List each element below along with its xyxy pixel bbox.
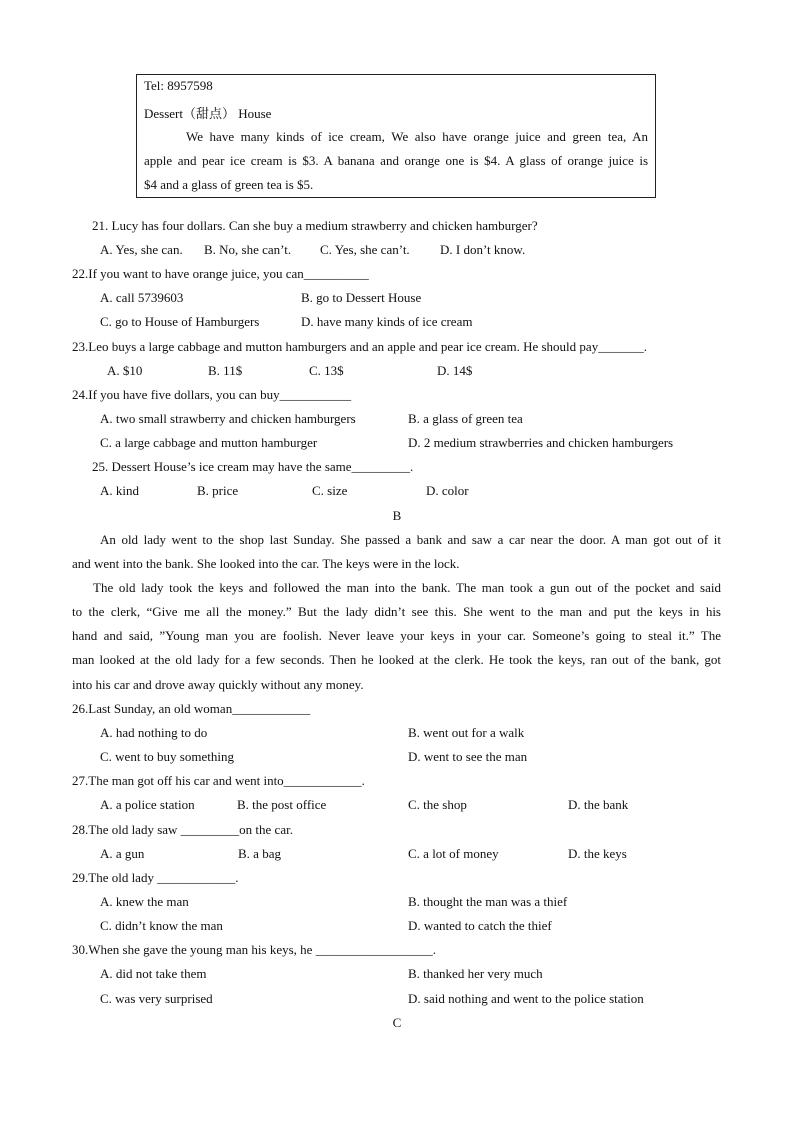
- q29-option-c: C. didn’t know the man: [100, 918, 223, 933]
- q27-option-b: B. the post office: [237, 797, 327, 812]
- ad-line-3: $4 and a glass of green tea is $5.: [144, 177, 314, 192]
- q22-option-a: A. call 5739603: [100, 290, 184, 305]
- q24-option-a: A. two small strawberry and chicken hamburgers: [100, 411, 356, 426]
- q22-option-d: D. have many kinds of ice cream: [301, 314, 473, 329]
- q26-option-b: B. went out for a walk: [408, 725, 525, 740]
- section-c-heading: C: [392, 1015, 402, 1030]
- passage-b-p2-line-3: hand and said, ”Young man you are foolish. Never leave your keys in your car. Someone’s going to steal it.” The: [72, 628, 721, 643]
- q25-option-b: B. price: [197, 483, 239, 498]
- q22-option-c: C. go to House of Hamburgers: [100, 314, 260, 329]
- q21-option-c: C. Yes, she can’t.: [320, 242, 410, 257]
- ad-title: Dessert（甜点） House: [144, 106, 272, 121]
- question-21-stem: 21. Lucy has four dollars. Can she buy a medium strawberry and chicken hamburger?: [92, 218, 538, 233]
- q24-option-b: B. a glass of green tea: [408, 411, 523, 426]
- q28-option-c: C. a lot of money: [408, 846, 499, 861]
- passage-b-p2-line-4: man looked at the old lady for a few seconds. Then he looked at the clerk. He took the keys, ran out of the bank, got: [72, 652, 721, 667]
- q22-option-b: B. go to Dessert House: [301, 290, 422, 305]
- q29-option-b: B. thought the man was a thief: [408, 894, 568, 909]
- q23-option-a: A. $10: [107, 363, 143, 378]
- q21-option-b: B. No, she can’t.: [204, 242, 292, 257]
- q25-option-c: C. size: [312, 483, 348, 498]
- q27-option-d: D. the bank: [568, 797, 629, 812]
- question-28-stem: 28.The old lady saw _________on the car.: [72, 822, 293, 837]
- q27-option-a: A. a police station: [100, 797, 195, 812]
- passage-b-p2-line-1: The old lady took the keys and followed the man into the bank. The man took a gun out of the pocket and said: [93, 580, 721, 595]
- q23-option-d: D. 14$: [437, 363, 473, 378]
- q25-option-d: D. color: [426, 483, 469, 498]
- question-26-stem: 26.Last Sunday, an old woman____________: [72, 701, 311, 716]
- q21-option-d: D. I don’t know.: [440, 242, 526, 257]
- q27-option-c: C. the shop: [408, 797, 467, 812]
- q30-option-d: D. said nothing and went to the police station: [408, 991, 644, 1006]
- dessert-house-ad-box: [136, 74, 656, 198]
- q25-option-a: A. kind: [100, 483, 139, 498]
- q30-option-c: C. was very surprised: [100, 991, 213, 1006]
- question-22-stem: 22.If you want to have orange juice, you can__________: [72, 266, 369, 281]
- question-25-stem: 25. Dessert House’s ice cream may have the same_________.: [92, 459, 414, 474]
- question-23-stem: 23.Leo buys a large cabbage and mutton hamburgers and an apple and pear ice cream. He should pay_______.: [72, 339, 647, 354]
- q28-option-d: D. the keys: [568, 846, 627, 861]
- ad-line-1: We have many kinds of ice cream, We also have orange juice and green tea, An: [186, 129, 648, 144]
- passage-b-p2-line-5: into his car and drove away quickly without any money.: [72, 677, 364, 692]
- ad-line-2: apple and pear ice cream is $3. A banana and orange one is $4. A glass of orange juice is: [144, 153, 648, 168]
- q24-option-d: D. 2 medium strawberries and chicken hamburgers: [408, 435, 674, 450]
- passage-b-p2-line-2: to the clerk, “Give me all the money.” But the lady didn’t see this. She went to the man and put the keys in his: [72, 604, 721, 619]
- q28-option-b: B. a bag: [238, 846, 281, 861]
- q28-option-a: A. a gun: [100, 846, 145, 861]
- question-24-stem: 24.If you have five dollars, you can buy___________: [72, 387, 352, 402]
- q23-option-c: C. 13$: [309, 363, 344, 378]
- q26-option-c: C. went to buy something: [100, 749, 234, 764]
- question-27-stem: 27.The man got off his car and went into____________.: [72, 773, 365, 788]
- q29-option-a: A. knew the man: [100, 894, 189, 909]
- q29-option-d: D. wanted to catch the thief: [408, 918, 552, 933]
- q21-option-a: A. Yes, she can.: [100, 242, 183, 257]
- passage-b-p1-line-1: An old lady went to the shop last Sunday. She passed a bank and saw a car near the door. A man got out of it: [100, 532, 721, 547]
- question-29-stem: 29.The old lady ____________.: [72, 870, 239, 885]
- passage-b-p1-line-2: and went into the bank. She looked into the car. The keys were in the lock.: [72, 556, 460, 571]
- q26-option-a: A. had nothing to do: [100, 725, 208, 740]
- ad-tel: Tel: 8957598: [144, 78, 213, 93]
- q30-option-a: A. did not take them: [100, 966, 207, 981]
- q30-option-b: B. thanked her very much: [408, 966, 543, 981]
- q24-option-c: C. a large cabbage and mutton hamburger: [100, 435, 318, 450]
- q26-option-d: D. went to see the man: [408, 749, 528, 764]
- q23-option-b: B. 11$: [208, 363, 243, 378]
- section-b-heading: B: [392, 508, 402, 523]
- question-30-stem: 30.When she gave the young man his keys, he __________________.: [72, 942, 436, 957]
